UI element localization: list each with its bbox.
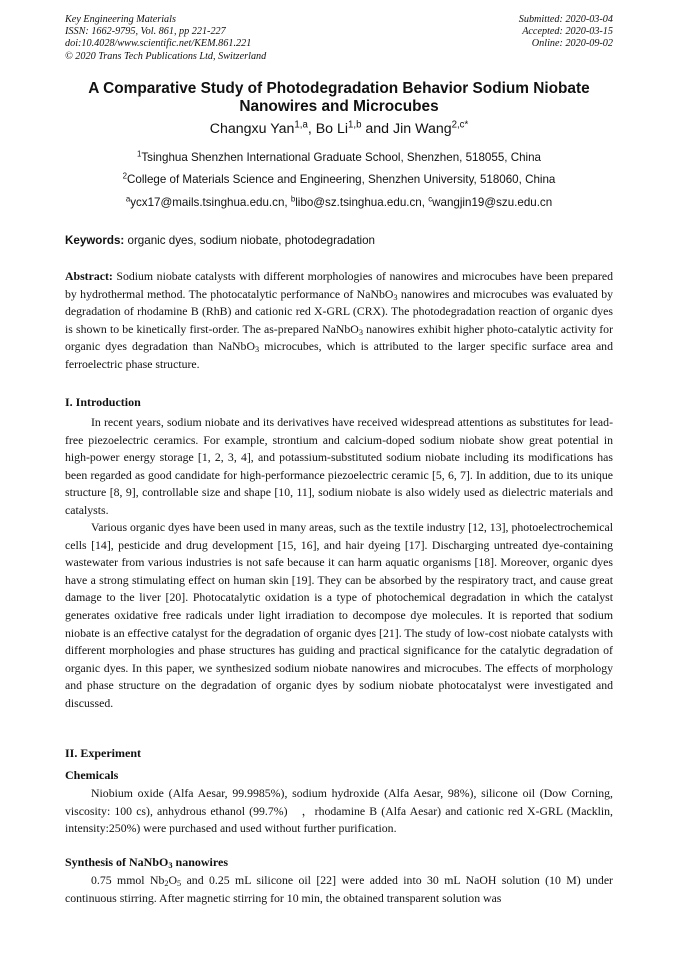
paper-title-line-1: A Comparative Study of Photodegradation Behavior Sodium Niobate: [88, 80, 590, 97]
email-link[interactable]: wangjin19@szu.edu.cn: [432, 196, 553, 209]
subscript: 3: [393, 292, 398, 302]
paper-title: [40, 80, 638, 116]
email-link[interactable]: ycx17@mails.tsinghua.edu.cn,: [130, 196, 291, 209]
synthesis-text: O: [168, 873, 178, 887]
introduction-paragraph-1: In recent years, sodium niobate and its derivatives have received widespread attentions as substitutes for lead-free piezoelectric ceramics. For example, strontium and calcium-doped sodium niobate show great potential in high-power energy storage [1, 2, 3, 4], and potassium-substituted sodium niobate including its modifications has been regarded as good candidate for high-performance piezoelectric ceramic [5, 6, 7]. In addition, due to its unique structure [8, 9], controllable size and shape [10, 11], sodium niobate is also widely used as dielectric materials and catalysts.: [65, 415, 613, 517]
affiliation-text: College of Materials Science and Engineering, Shenzhen University, 518060, China: [127, 173, 556, 186]
author-emails: [40, 196, 638, 210]
affiliation-1: [40, 151, 638, 165]
subscript: 5: [177, 879, 182, 889]
online-date: Online: 2020-09-02: [531, 38, 613, 50]
subscript: 3: [168, 861, 173, 871]
abstract-text: nanowires exhibit higher photo-catalytic activity for organic dyes degradation than NaNbO: [65, 321, 614, 354]
email-mark: b: [290, 194, 296, 204]
chemicals-paragraph: Niobium oxide (Alfa Aesar, 99.9985%), sodium hydroxide (Alfa Aesar, 98%), silicone oil (Dow Corning, viscosity: 100 cs), anhydrous ethanol (99.7%) ，rhodamine B (Alfa Aesar) and cationic red X-GRL (Macklin, intensity:250%) were purchased and used without further purification.: [65, 786, 613, 836]
affiliation-mark: 1: [136, 149, 142, 159]
author-separator: ,: [307, 121, 316, 137]
synthesis-text: 0.75 mmol Nb: [91, 873, 165, 887]
affiliation-text: Tsinghua Shenzhen International Graduate School, Shenzhen, 518055, China: [141, 151, 542, 164]
email-mark: c: [428, 194, 433, 204]
affiliation-2: [40, 173, 638, 187]
abstract-text: Sodium niobate catalysts with different morphologies of nanowires and microcubes have been prepared by hydrothermal method. The photocatalytic performance of NaNbO: [65, 269, 613, 301]
affiliation-mark: 2: [122, 171, 127, 181]
accepted-date: Accepted: 2020-03-15: [522, 26, 613, 38]
section-heading-introduction: I. Introduction: [65, 395, 141, 409]
synthesis-body: [65, 872, 613, 907]
subsection-heading-synthesis: [65, 855, 228, 870]
synthesis-heading-text: Synthesis of NaNbO: [65, 855, 169, 869]
journal-copyright: © 2020 Trans Tech Publications Ltd, Switzerland: [65, 50, 267, 62]
keywords-label: Keywords:: [65, 234, 125, 247]
subscript: 2: [164, 879, 169, 889]
section-heading-experiment: II. Experiment: [65, 746, 141, 760]
email-link[interactable]: libo@sz.tsinghua.edu.cn,: [295, 196, 429, 209]
author-name: Jin Wang: [393, 121, 452, 137]
author-separator: and: [361, 121, 394, 137]
author-affiliation-mark: 1,a: [294, 119, 308, 131]
submission-dates: [519, 14, 613, 51]
journal-name: Key Engineering Materials: [65, 14, 176, 25]
chemicals-body: [65, 785, 613, 838]
subscript: 3: [254, 345, 260, 355]
journal-info: [65, 14, 266, 63]
author-list: [40, 121, 638, 138]
author-name: Bo Li: [315, 121, 349, 137]
introduction-body: [65, 414, 613, 712]
synthesis-paragraph: [65, 872, 613, 907]
keywords-text: organic dyes, sodium niobate, photodegradation: [124, 234, 376, 247]
abstract-text: microcubes, which is attributed to the larger specific surface area and ferroelectric phase structure.: [65, 339, 613, 371]
journal-doi[interactable]: doi:10.4028/www.scientific.net/KEM.861.221: [65, 38, 252, 50]
author-affiliation-mark: 2,c*: [451, 119, 469, 131]
synthesis-text: and 0.25 mL silicone oil [22] were added into 30 mL NaOH solution (10 M) under continuous stirring. After magnetic stirring for 10 min, the obtained transparent solution was: [65, 873, 613, 905]
abstract-label: Abstract:: [65, 269, 113, 283]
author-affiliation-mark: 1,b: [348, 119, 362, 131]
email-mark: a: [125, 194, 131, 204]
synthesis-heading-text: nanowires: [172, 855, 228, 869]
paper-title-line-2: Nanowires and Microcubes: [239, 98, 439, 115]
subscript: 3: [358, 327, 363, 337]
abstract-text: nanowires and microcubes was evaluated by degradation of rhodamine B (RhB) and cationic red X-GRL (CRX). The photodegradation reaction of organic dyes is shown to be kinetically first-order. The as-prepared NaNbO: [65, 286, 613, 336]
introduction-paragraph-2: Various organic dyes have been used in many areas, such as the textile industry [12, 13], photoelectrochemical cells [14], pesticide and drug development [15, 16], and hair dyeing [17]. Discharging untreated dye-containing wastewater from various industries is not safe because it can harm aquatic organisms [18]. Moreover, organic dyes have a strong stimulating effect on human skin [19]. They can be absorbed by the respiratory tract, and cause great damage to the liver [20]. Photocatalytic oxidation is a type of photochemical degradation in which the catalyst generates oxidative free radicals under light irradiation to decompose dye molecules. It is reported that sodium niobate is an effective catalyst for the degradation of organic dyes [21]. The study of low-cost niobate catalysts with different morphologies and phase structures has guiding and practical significance for the catalytic degradation of organic dyes. In this paper, we synthesized sodium niobate nanowires and microcubes. The effects of morphology and phase structure on the degradation of organic dyes by sodium niobate photocatalyst were investigated and discussed.: [65, 520, 613, 710]
author-name: Changxu Yan: [209, 121, 295, 137]
abstract: [65, 268, 613, 373]
subsection-heading-chemicals: Chemicals: [65, 768, 119, 782]
submitted-date: Submitted: 2020-03-04: [518, 14, 613, 25]
journal-issn: ISSN: 1662-9795, Vol. 861, pp 221-227: [65, 26, 226, 38]
keywords: [65, 234, 613, 248]
